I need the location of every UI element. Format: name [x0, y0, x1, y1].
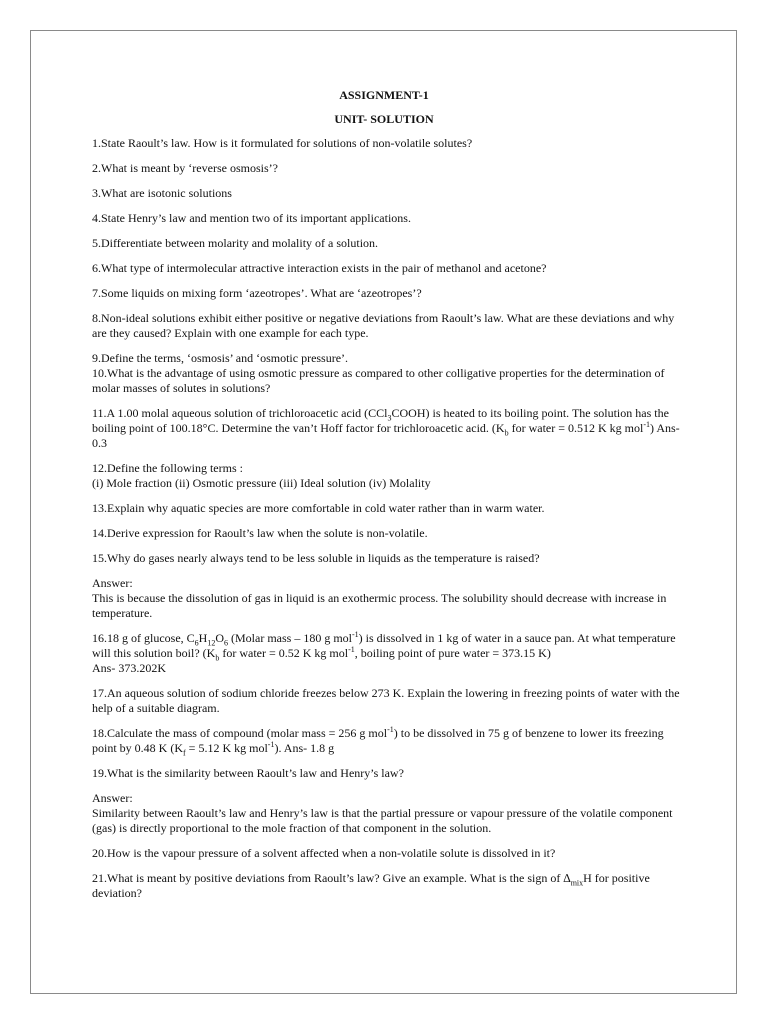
question-16-sub-3: 6	[224, 638, 228, 648]
question-7: 7.Some liquids on mixing form ‘azeotropes’. What are ‘azeotropes’?	[92, 286, 422, 300]
question-11	[92, 406, 688, 451]
answer-19	[92, 791, 688, 836]
question-12	[92, 461, 688, 491]
assignment-title: ASSIGNMENT-1	[339, 88, 429, 102]
question-11-text-d: ) Ans- 0.3	[92, 421, 680, 450]
question-4: 4.State Henry’s law and mention two of its important applications.	[92, 211, 411, 225]
question-11-text-a: 11.A 1.00 molal aqueous solution of trichloroacetic acid (CCl	[92, 406, 388, 420]
question-list	[92, 136, 688, 911]
question-21-text-b: H for positive deviation?	[92, 871, 650, 900]
question-16-text-c: O	[215, 631, 224, 645]
question-13: 13.Explain why aquatic species are more comfortable in cold water rather than in warm water.	[92, 501, 545, 515]
question-16-text-f: for water = 0.52 K kg mol	[219, 646, 349, 660]
question-18-text-d: ). Ans- 1.8 g	[274, 741, 335, 755]
question-11-text-c: for water = 0.512 K kg mol	[508, 421, 644, 435]
question-20: 20.How is the vapour pressure of a solvent affected when a non-volatile solute is dissolved in it?	[92, 846, 556, 860]
question-10: 10.What is the advantage of using osmotic pressure as compared to other colligative properties for the determination of molar masses of solutes in solutions?	[92, 366, 665, 395]
question-16-sup-1: -1	[352, 630, 359, 639]
question-16-sub-4: b	[215, 653, 220, 663]
answer-15-label: Answer:	[92, 576, 133, 590]
question-16-text-a: 16.18 g of glucose, C	[92, 631, 195, 645]
question-12-line-1: 12.Define the following terms :	[92, 461, 243, 475]
question-18-sub-f: f	[183, 748, 186, 758]
answer-19-label: Answer:	[92, 791, 133, 805]
question-16-text-d: (Molar mass – 180 g mol	[228, 631, 352, 645]
question-18-text-b: ) to be dissolved in 75 g of benzene to lower its freezing point by 0.48 K (K	[92, 726, 664, 755]
question-16-text-e: ) is dissolved in 1 kg of water in a sauce pan. At what temperature will this solution boil? (K	[92, 631, 676, 660]
question-14: 14.Derive expression for Raoult’s law when the solute is non-volatile.	[92, 526, 428, 540]
question-1: 1.State Raoult’s law. How is it formulated for solutions of non-volatile solutes?	[92, 136, 473, 150]
unit-heading: UNIT- SOLUTION	[334, 112, 434, 126]
question-18	[92, 726, 688, 756]
question-18-sup-2: -1	[267, 740, 275, 749]
question-6: 6.What type of intermolecular attractive interaction exists in the pair of methanol and acetone?	[92, 261, 547, 275]
question-5: 5.Differentiate between molarity and molality of a solution.	[92, 236, 379, 250]
question-21	[92, 871, 688, 901]
question-18-text-c: = 5.12 K kg mol	[185, 741, 268, 755]
answer-15	[92, 576, 688, 621]
question-16-sup-2: -1	[348, 645, 355, 654]
question-9: 9.Define the terms, ‘osmosis’ and ‘osmotic pressure’.	[92, 351, 349, 365]
question-16	[92, 631, 688, 676]
question-19: 19.What is the similarity between Raoult’s law and Henry’s law?	[92, 766, 404, 780]
answer-15-text: This is because the dissolution of gas in liquid is an exothermic process. The solubility should decrease with increase in temperature.	[92, 591, 667, 620]
question-16-sub-2: 12	[207, 638, 216, 648]
question-17: 17.An aqueous solution of sodium chloride freezes below 273 K. Explain the lowering in freezing points of water with the help of a suitable diagram.	[92, 686, 680, 715]
question-3: 3.What are isotonic solutions	[92, 186, 232, 200]
question-21-sub-mix: mix	[570, 878, 584, 888]
question-16-text-b: H	[198, 631, 208, 645]
question-2: 2.What is meant by ‘reverse osmosis’?	[92, 161, 278, 175]
question-11-sub-3: 3	[387, 413, 392, 423]
question-18-text-a: 18.Calculate the mass of compound (molar mass = 256 g mol	[92, 726, 388, 740]
question-16-text-g: , boiling point of pure water = 373.15 K)	[354, 646, 551, 660]
question-11-sub-b: b	[504, 428, 509, 438]
question-11-text-b: COOH) is heated to its boiling point. The solution has the boiling point of 100.18°C. Determine the van’t Hoff factor for trichloroacetic acid. (K	[92, 406, 669, 435]
question-21-text-a: 21.What is meant by positive deviations from Raoult’s law? Give an example. What is the sign of ∆	[92, 871, 571, 885]
question-16-sub-1: 6	[194, 638, 199, 648]
question-15: 15.Why do gases nearly always tend to be less soluble in liquids as the temperature is raised?	[92, 551, 540, 565]
question-12-line-2: (i) Mole fraction (ii) Osmotic pressure (iii) Ideal solution (iv) Molality	[92, 476, 431, 490]
question-16-answer: Ans- 373.202K	[92, 661, 166, 675]
question-8: 8.Non-ideal solutions exhibit either positive or negative deviations from Raoult’s law. What are these deviations and why are they caused? Explain with one example for each type.	[92, 311, 675, 340]
answer-19-text: Similarity between Raoult’s law and Henry’s law is that the partial pressure or vapour pressure of the volatile component (gas) is directly proportional to the mole fraction of that component in the solution.	[92, 806, 673, 835]
question-11-sup: -1	[643, 420, 650, 429]
question-18-sup-1: -1	[387, 725, 394, 734]
